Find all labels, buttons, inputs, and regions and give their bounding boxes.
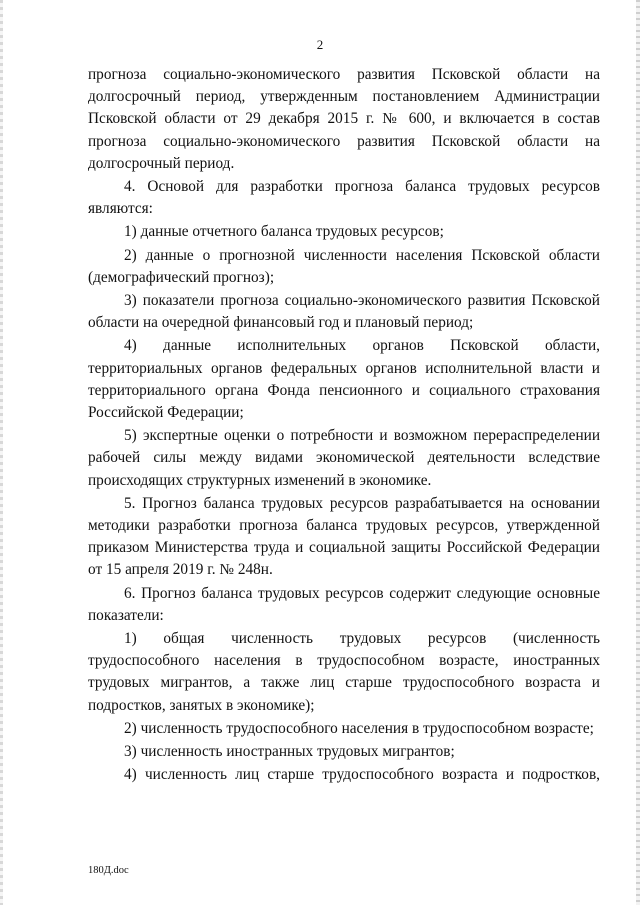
paragraph-p-4-5: 5) экспертные оценки о потребности и возможном перераспределении рабочей силы между видами экономической деятельности вследствие происходящих структурных изменений в экономике.: [88, 427, 600, 489]
paragraph-p-6-3: 3) численность иностранных трудовых мигрантов;: [124, 743, 455, 761]
page-number: 2: [316, 37, 324, 52]
paragraph-p-intro: прогноза социально-экономического развития Псковской области на долгосрочный период, утвержденным постановлением Администрации Псковской области от 29 декабря 2015 г. № 600, и включается в состав прогноза социально-экономического развития Псковской области на долгосрочный период.: [88, 66, 600, 172]
document-body: [88, 64, 600, 788]
paragraph-p-4-4: 4) данные исполнительных органов Псковской области, территориальных органов федеральных органов исполнительной власти и территориального органа Фонда пенсионного и социального страхования Российской Федерации;: [88, 337, 600, 422]
scan-left-edge: [0, 0, 3, 905]
paragraph-p-6-4: 4) численность лиц старше трудоспособного возраста и подростков,: [124, 766, 600, 784]
paragraph-p-4-3: 3) показатели прогноза социально-экономического развития Псковской области на очередной финансовый год и плановый период;: [88, 292, 600, 332]
footer-filename: 180Д.doc: [88, 865, 129, 876]
paragraph-p-6-1: 1) общая численность трудовых ресурсов (численность трудоспособного населения в трудоспособном возрасте, иностранных трудовых мигрантов, а также лиц старше трудоспособного возраста и подростков, занятых в экономике);: [88, 630, 600, 714]
paragraph-p-4-2: 2) данные о прогнозной численности населения Псковской области (демографический прогноз);: [88, 246, 600, 286]
paragraph-p-6-2: 2) численность трудоспособного населения в трудоспособном возрасте;: [124, 719, 594, 737]
scan-right-edge: [636, 0, 640, 905]
paragraph-p-4: 4. Основой для разработки прогноза баланса трудовых ресурсов являются:: [88, 178, 600, 218]
paragraph-p-4-1: 1) данные отчетного баланса трудовых ресурсов;: [124, 223, 444, 241]
paragraph-p-5: 5. Прогноз баланса трудовых ресурсов разрабатывается на основании методики разработки прогноза баланса трудовых ресурсов, утвержденной приказом Министерства труда и социальной защиты Российской Федерации от 15 апреля 2019 г. № 248н.: [88, 494, 600, 579]
paragraph-p-6: 6. Прогноз баланса трудовых ресурсов содержит следующие основные показатели:: [88, 584, 600, 624]
